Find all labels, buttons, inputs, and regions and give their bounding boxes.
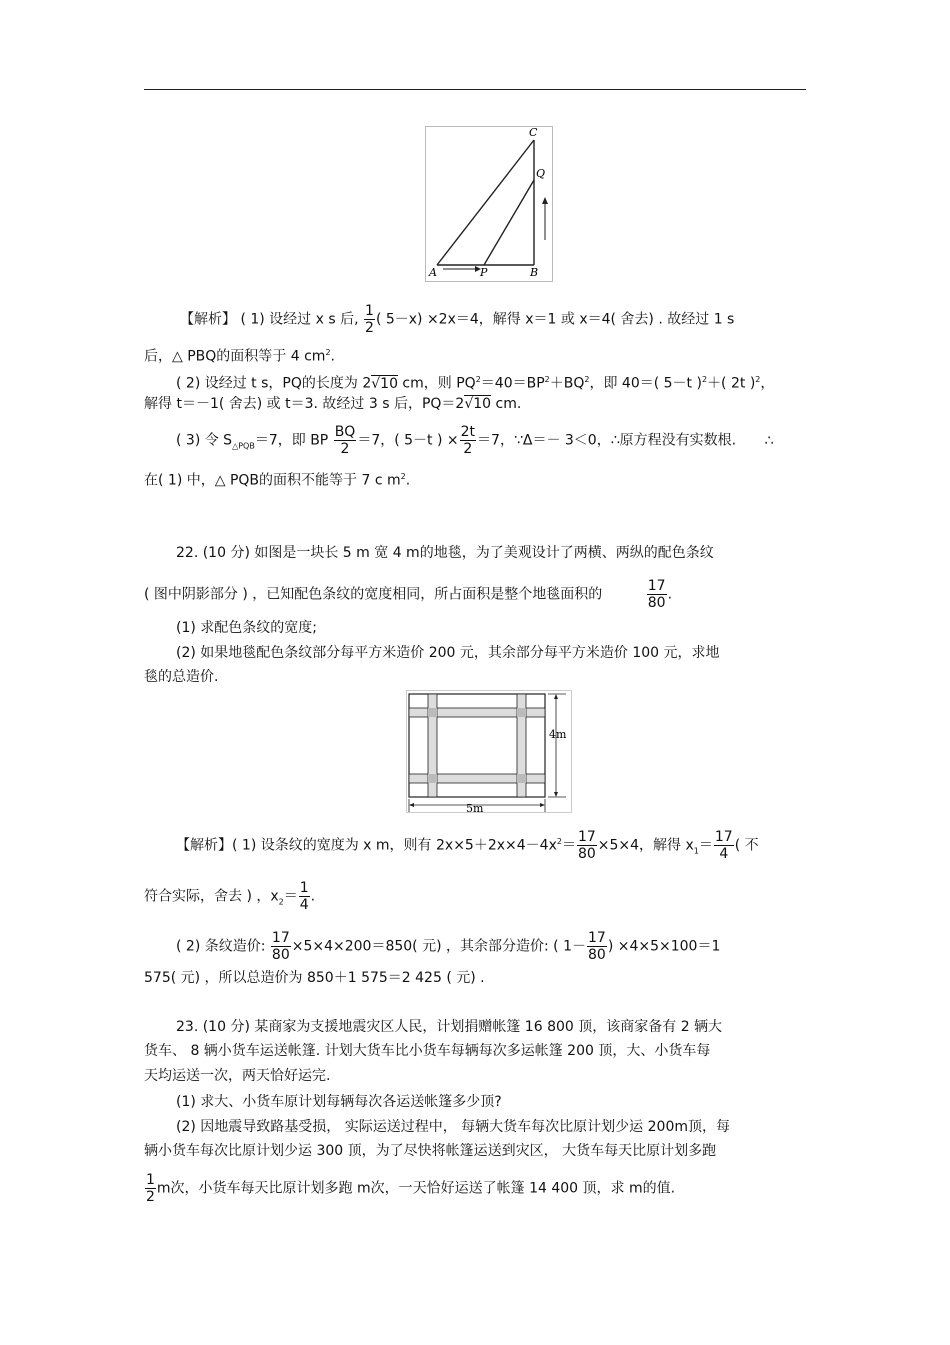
fraction-2t-2: $\frac{2t}{2}$ [460, 424, 476, 457]
label-q: Q [536, 167, 546, 180]
q23-line7: $\frac{1}{2}$ m次，小货车每天比原计划多跑 m次，一天恰好运送了帐篷 14 400 顶，求 m的值. [146, 1172, 676, 1205]
sol21-line4: 解得 t＝－1( 舍去) 或 t＝3. 故经过 3 s 后，PQ＝2√10 cm. [144, 396, 522, 412]
q22-line5: 毯的总造价. [144, 669, 219, 685]
sol21-line3: ( 2) 设经过 t s，PQ的长度为 2√10 cm，则 $PQ^2=40=BP^2+BQ^2$，即 40＝( 5－t )$^2$＋( 2t )$^2$， [176, 375, 775, 392]
q23-line4: (1) 求大、小货车原计划每辆每次各运送帐篷多少顶? [176, 1094, 502, 1110]
sol21-line2: 后，△ PBQ的面积等于 4 $cm^2$. [144, 348, 335, 365]
q23-line6: 辆小货车每次比原计划少运 300 顶，为了尽快将帐篷运送到灾区， 大货车每天比原计划多跑 [144, 1143, 717, 1159]
carpet-figure [406, 690, 572, 813]
fraction-17-80-c: $\frac{17}{80}$ [588, 930, 606, 963]
fraction-17-80-a: $\frac{17}{80}$ [577, 829, 596, 862]
q23-line5: (2) 因地震导致路基受损， 实际运送过程中， 每辆大货车每次比原计划少运 200m顶，每 [176, 1119, 730, 1135]
sol22-line2: 符合实际，舍去 ) ，$x_2=$ $\frac{1}{4}$ . [144, 880, 316, 913]
label-c: C [529, 126, 538, 139]
fraction-1-4: $\frac{1}{4}$ [299, 880, 309, 913]
fraction-17-80: $\frac{17}{80}$ [647, 578, 666, 611]
label-a: A [429, 266, 437, 279]
q23-line2: 货车、 8 辆小货车运送帐篷. 计划大货车比小货车每辆每次多运帐篷 200 顶，大、小货车每 [144, 1043, 711, 1059]
q23-line1: 23. (10 分) 某商家为支援地震灾区人民，计划捐赠帐篷 16 800 顶，该商家备有 2 辆大 [176, 1019, 723, 1035]
sol21-line6: 在( 1) 中，△ PQB的面积不能等于 7 c $m^2$. [144, 472, 411, 489]
label-b: B [530, 266, 539, 279]
sol22-line3: ( 2) 条纹造价: $\frac{17}{80}$ ×5×4×200＝850( 元) ，其余部分造价: ( 1－ $\frac{17}{80}$ ) ×4×5×100＝1 [176, 930, 721, 963]
segment-pq [484, 180, 534, 265]
label-5m: 5m [466, 802, 484, 813]
q22-line2: ( 图中阴影部分 ) ，已知配色条纹的宽度相同，所占面积是整个地毯面积的 $\frac{17}{80}$ . [144, 578, 673, 611]
q22-line3: (1) 求配色条纹的宽度; [176, 620, 317, 636]
sol21-line5: ( 3) 令 $S_{\triangle PQB}=7$，即 BP $\frac{BQ}{2}$ ＝7，( 5－t ) × $\frac{2t}{2}$ ＝7，∵Δ＝－ 3＜0，∴原方程没有实数根. ∴ [176, 424, 774, 457]
sol22-line1: 【解析】( 1) 设条纹的宽度为 x m，则有 $2x\times 5+2x\times 4-4x^2=$ $\frac{17}{80}$ ×5×4，解得 $x_1=$ $\frac{17}{4}$ ( 不 [176, 829, 759, 862]
header-rule [144, 89, 806, 90]
triangle-figure [425, 126, 553, 282]
label-p: P [480, 266, 488, 279]
fraction-bq-2: $\frac{BQ}{2}$ [334, 424, 356, 457]
q23-line3: 天均运送一次，两天恰好运完. [144, 1068, 331, 1084]
q22-line4: (2) 如果地毯配色条纹部分每平方米造价 200 元，其余部分每平方米造价 100 元，求地 [176, 645, 720, 661]
fraction-half: $\frac{1}{2}$ [365, 303, 374, 336]
label-4m: 4m [549, 728, 567, 741]
sol21-line1: 【解析】 ( 1) 设经过 x s 后, $\frac{1}{2}$ ( 5－x) ×2x＝4，解得 x＝1 或 x＝4( 舍去) . 故经过 1 s [180, 303, 735, 336]
fraction-17-4: $\frac{17}{4}$ [714, 829, 733, 862]
fraction-17-80-b: $\frac{17}{80}$ [271, 930, 290, 963]
fraction-1-2: $\frac{1}{2}$ [146, 1172, 155, 1205]
q22-line1: 22. (10 分) 如图是一块长 5 m 宽 4 m的地毯，为了美观设计了两横、两纵的配色条纹 [176, 545, 714, 561]
side-ac [437, 140, 534, 265]
sol22-line4: 575( 元) ，所以总造价为 850＋1 575＝2 425 ( 元) . [144, 970, 485, 986]
